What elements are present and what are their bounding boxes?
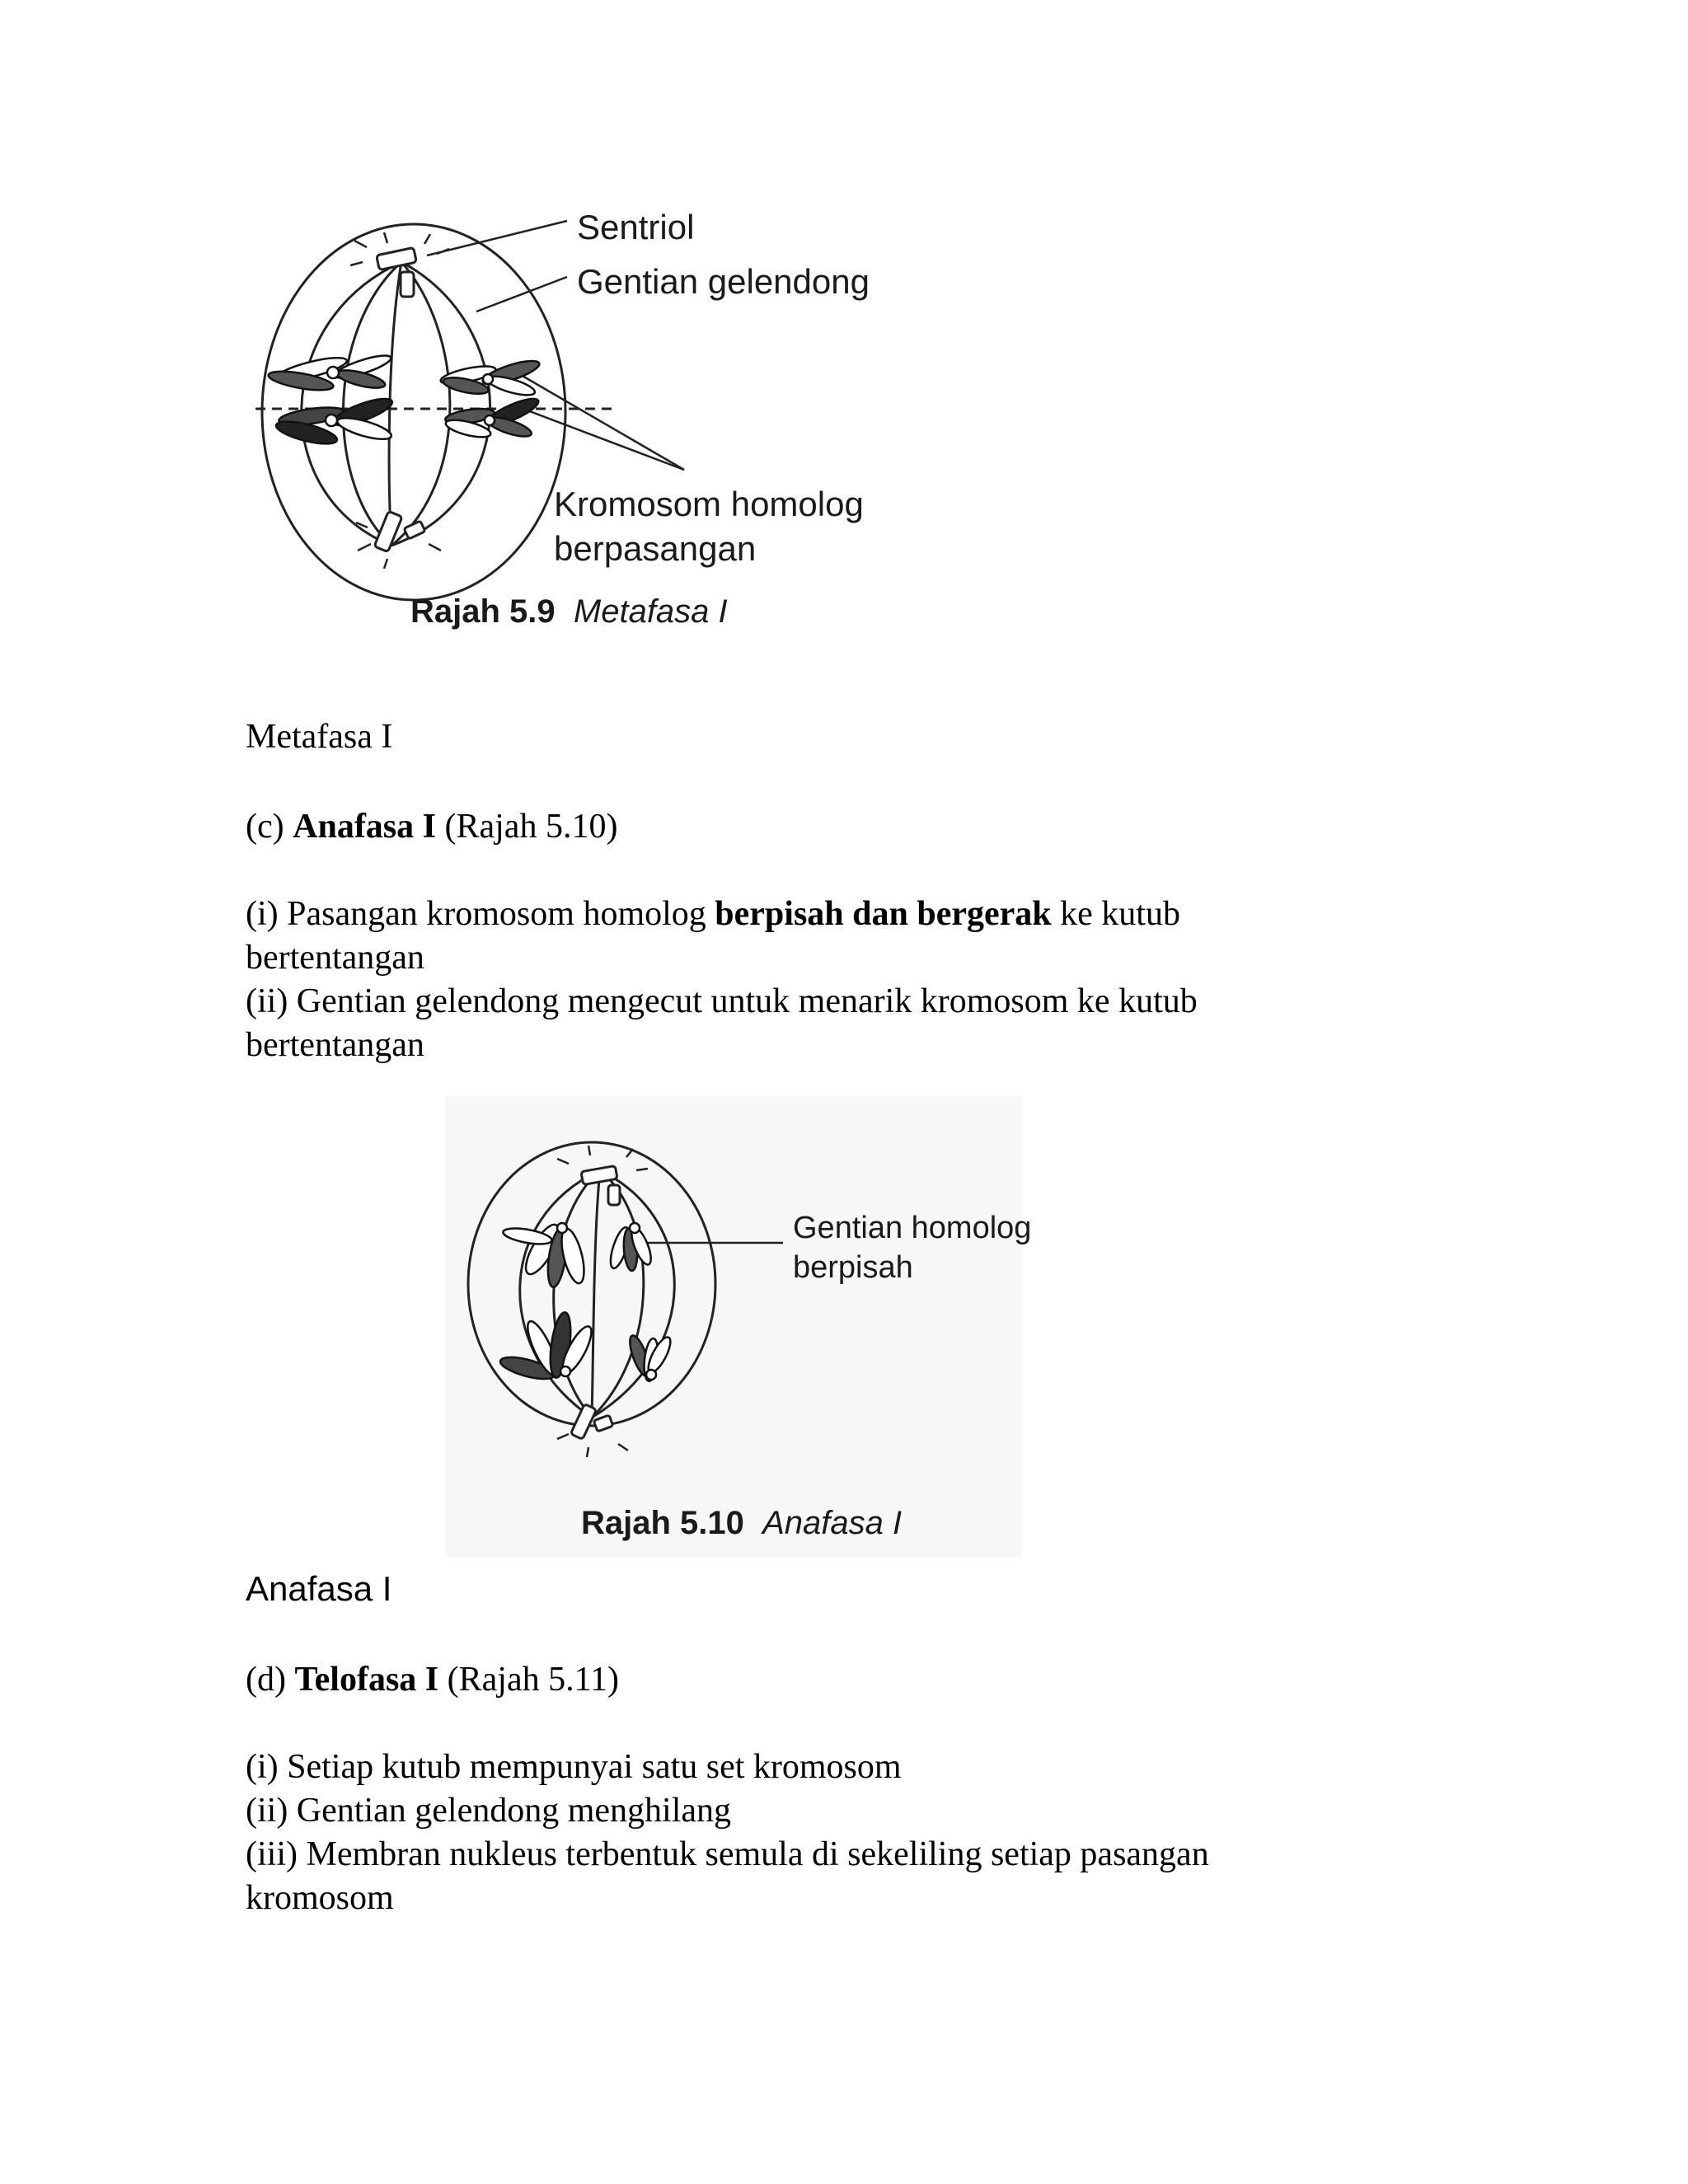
section-d-point-i: (i) Setiap kutub mempunyai satu set kromosom bbox=[246, 1748, 902, 1786]
section-c-point-i: (i) Pasangan kromosom homolog berpisah dan bergerak ke kutub bbox=[246, 895, 1180, 933]
section-d-prefix: (d) bbox=[246, 1661, 295, 1699]
section-d-point-iii: (iii) Membran nukleus terbentuk semula di sekeliling setiap pasangan bbox=[246, 1835, 1209, 1873]
section-d-point-ii: (ii) Gentian gelendong menghilang bbox=[246, 1792, 732, 1830]
section-c-ref: (Rajah 5.10) bbox=[436, 808, 618, 846]
heading-metafasa: Metafasa I bbox=[246, 718, 393, 756]
section-c-title: Anafasa I bbox=[293, 808, 436, 846]
section-d-point-iii-cont: kromosom bbox=[246, 1879, 394, 1917]
section-c-point-i-cont: bertentangan bbox=[246, 939, 424, 977]
label-gentian-homolog: Gentian homolog bbox=[793, 1211, 1032, 1245]
section-c-prefix: (c) bbox=[246, 808, 293, 846]
section-c-point-ii: (ii) Gentian gelendong mengecut untuk menarik kromosom ke kutub bbox=[246, 982, 1198, 1020]
section-d-heading bbox=[246, 1658, 619, 1702]
label-berpasangan: berpasangan bbox=[554, 529, 757, 568]
section-c-point-ii-cont: bertentangan bbox=[246, 1026, 424, 1064]
caption-title-5-10: Anafasa I bbox=[762, 1505, 903, 1541]
heading-anafasa: Anafasa I bbox=[246, 1569, 392, 1608]
label-kromosom-homolog: Kromosom homolog bbox=[554, 485, 864, 523]
label-gentian-gelendong: Gentian gelendong bbox=[577, 262, 870, 301]
caption-number-5-10: Rajah 5.10 bbox=[581, 1505, 744, 1541]
caption-number: Rajah 5.9 bbox=[410, 593, 556, 630]
label-berpisah: berpisah bbox=[793, 1250, 913, 1285]
figure-caption-5-10 bbox=[581, 1505, 902, 1542]
section-d-points bbox=[246, 1746, 1209, 1920]
label-sentriol: Sentriol bbox=[577, 208, 695, 246]
section-d-title: Telofasa I bbox=[294, 1661, 439, 1699]
section-d-ref: (Rajah 5.11) bbox=[438, 1661, 620, 1699]
caption-title: Metafasa I bbox=[573, 593, 728, 630]
